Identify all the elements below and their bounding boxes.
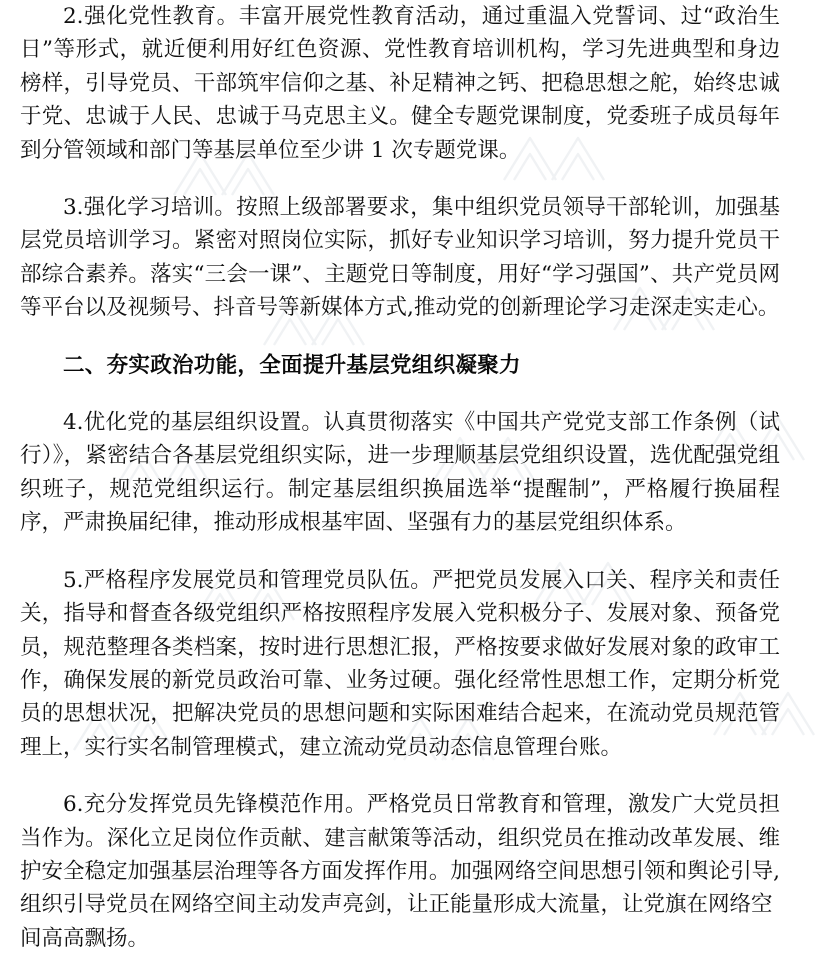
paragraph-spacer (20, 167, 780, 191)
paragraph-spacer (20, 540, 780, 564)
paragraph-continuation-clipped: 间高高飘扬。 (20, 925, 150, 951)
paragraph-spacer (20, 764, 780, 788)
paragraph-spacer (20, 325, 780, 349)
numbered-paragraph: 2.强化党性教育。丰富开展党性教育活动，通过重温入党誓词、过“政治生日”等形式，就近便利用好红色资源、党性教育培训机构，学习先进典型和身边榜样，引导党员、干部筑牢信仰之基、补足精神之钙、把稳思想之舵，始终忠诚于党、忠诚于人民、忠诚于马克思主义。健全专题党课制度，党委班子成员每年到分管领域和部门等基层单位至少讲 1 次专题党课。 (20, 4, 780, 163)
section-heading: 二、夯实政治功能，全面提升基层党组织凝聚力 (63, 352, 521, 378)
numbered-paragraph: 5.严格程序发展党员和管理党员队伍。严把党员发展入口关、程序关和责任关，指导和督查各级党组织严格按照程序发展入党积极分子、发展对象、预备党员，规范整理各类档案，按时进行思想汇报，严格按要求做好发展对象的政审工作，确保发展的新党员政治可靠、业务过硬。强化经常性思想工作，定期分析党员的思想状况，把解决党员的思想问题和实际困难结合起来，在流动党员规范管理上，实行实名制管理模式，建立流动党员动态信息管理台账。 (20, 567, 780, 760)
paragraph-spacer (20, 382, 780, 406)
numbered-paragraph: 3.强化学习培训。按照上级部署要求，集中组织党员领导干部轮训，加强基层党员培训学习。紧密对照岗位实际，抓好专业知识学习培训，努力提升党员干部综合素养。落实“三会一课”、主题党日等制度，用好“学习强国”、共产党员网等平台以及视频号、抖音号等新媒体方式,推动党的创新理论学习走深走实走心。 (20, 195, 780, 321)
document-body (20, 0, 780, 951)
numbered-paragraph: 6.充分发挥党员先锋模范作用。严格党员日常教育和管理，激发广大党员担当作为。深化立足岗位作贡献、建言献策等活动，组织党员在推动改革发展、维护安全稳定加强基层治理等各方面发挥作用。加强网络空间思想引领和舆论引导,组织引导党员在网络空间主动发声亮剑，让正能量形成大流量，让党旗在网络空 (20, 792, 780, 918)
numbered-paragraph: 4.优化党的基层组织设置。认真贯彻落实《中国共产党党支部工作条例（试行）》，紧密结合各基层党组织实际，进一步理顺基层党组织设置，选优配强党组织班子，规范党组织运行。制定基层组织换届选举“提醒制”，严格履行换届程序，严肃换届纪律，推动形成根基牢固、坚强有力的基层党组织体系。 (20, 410, 780, 536)
